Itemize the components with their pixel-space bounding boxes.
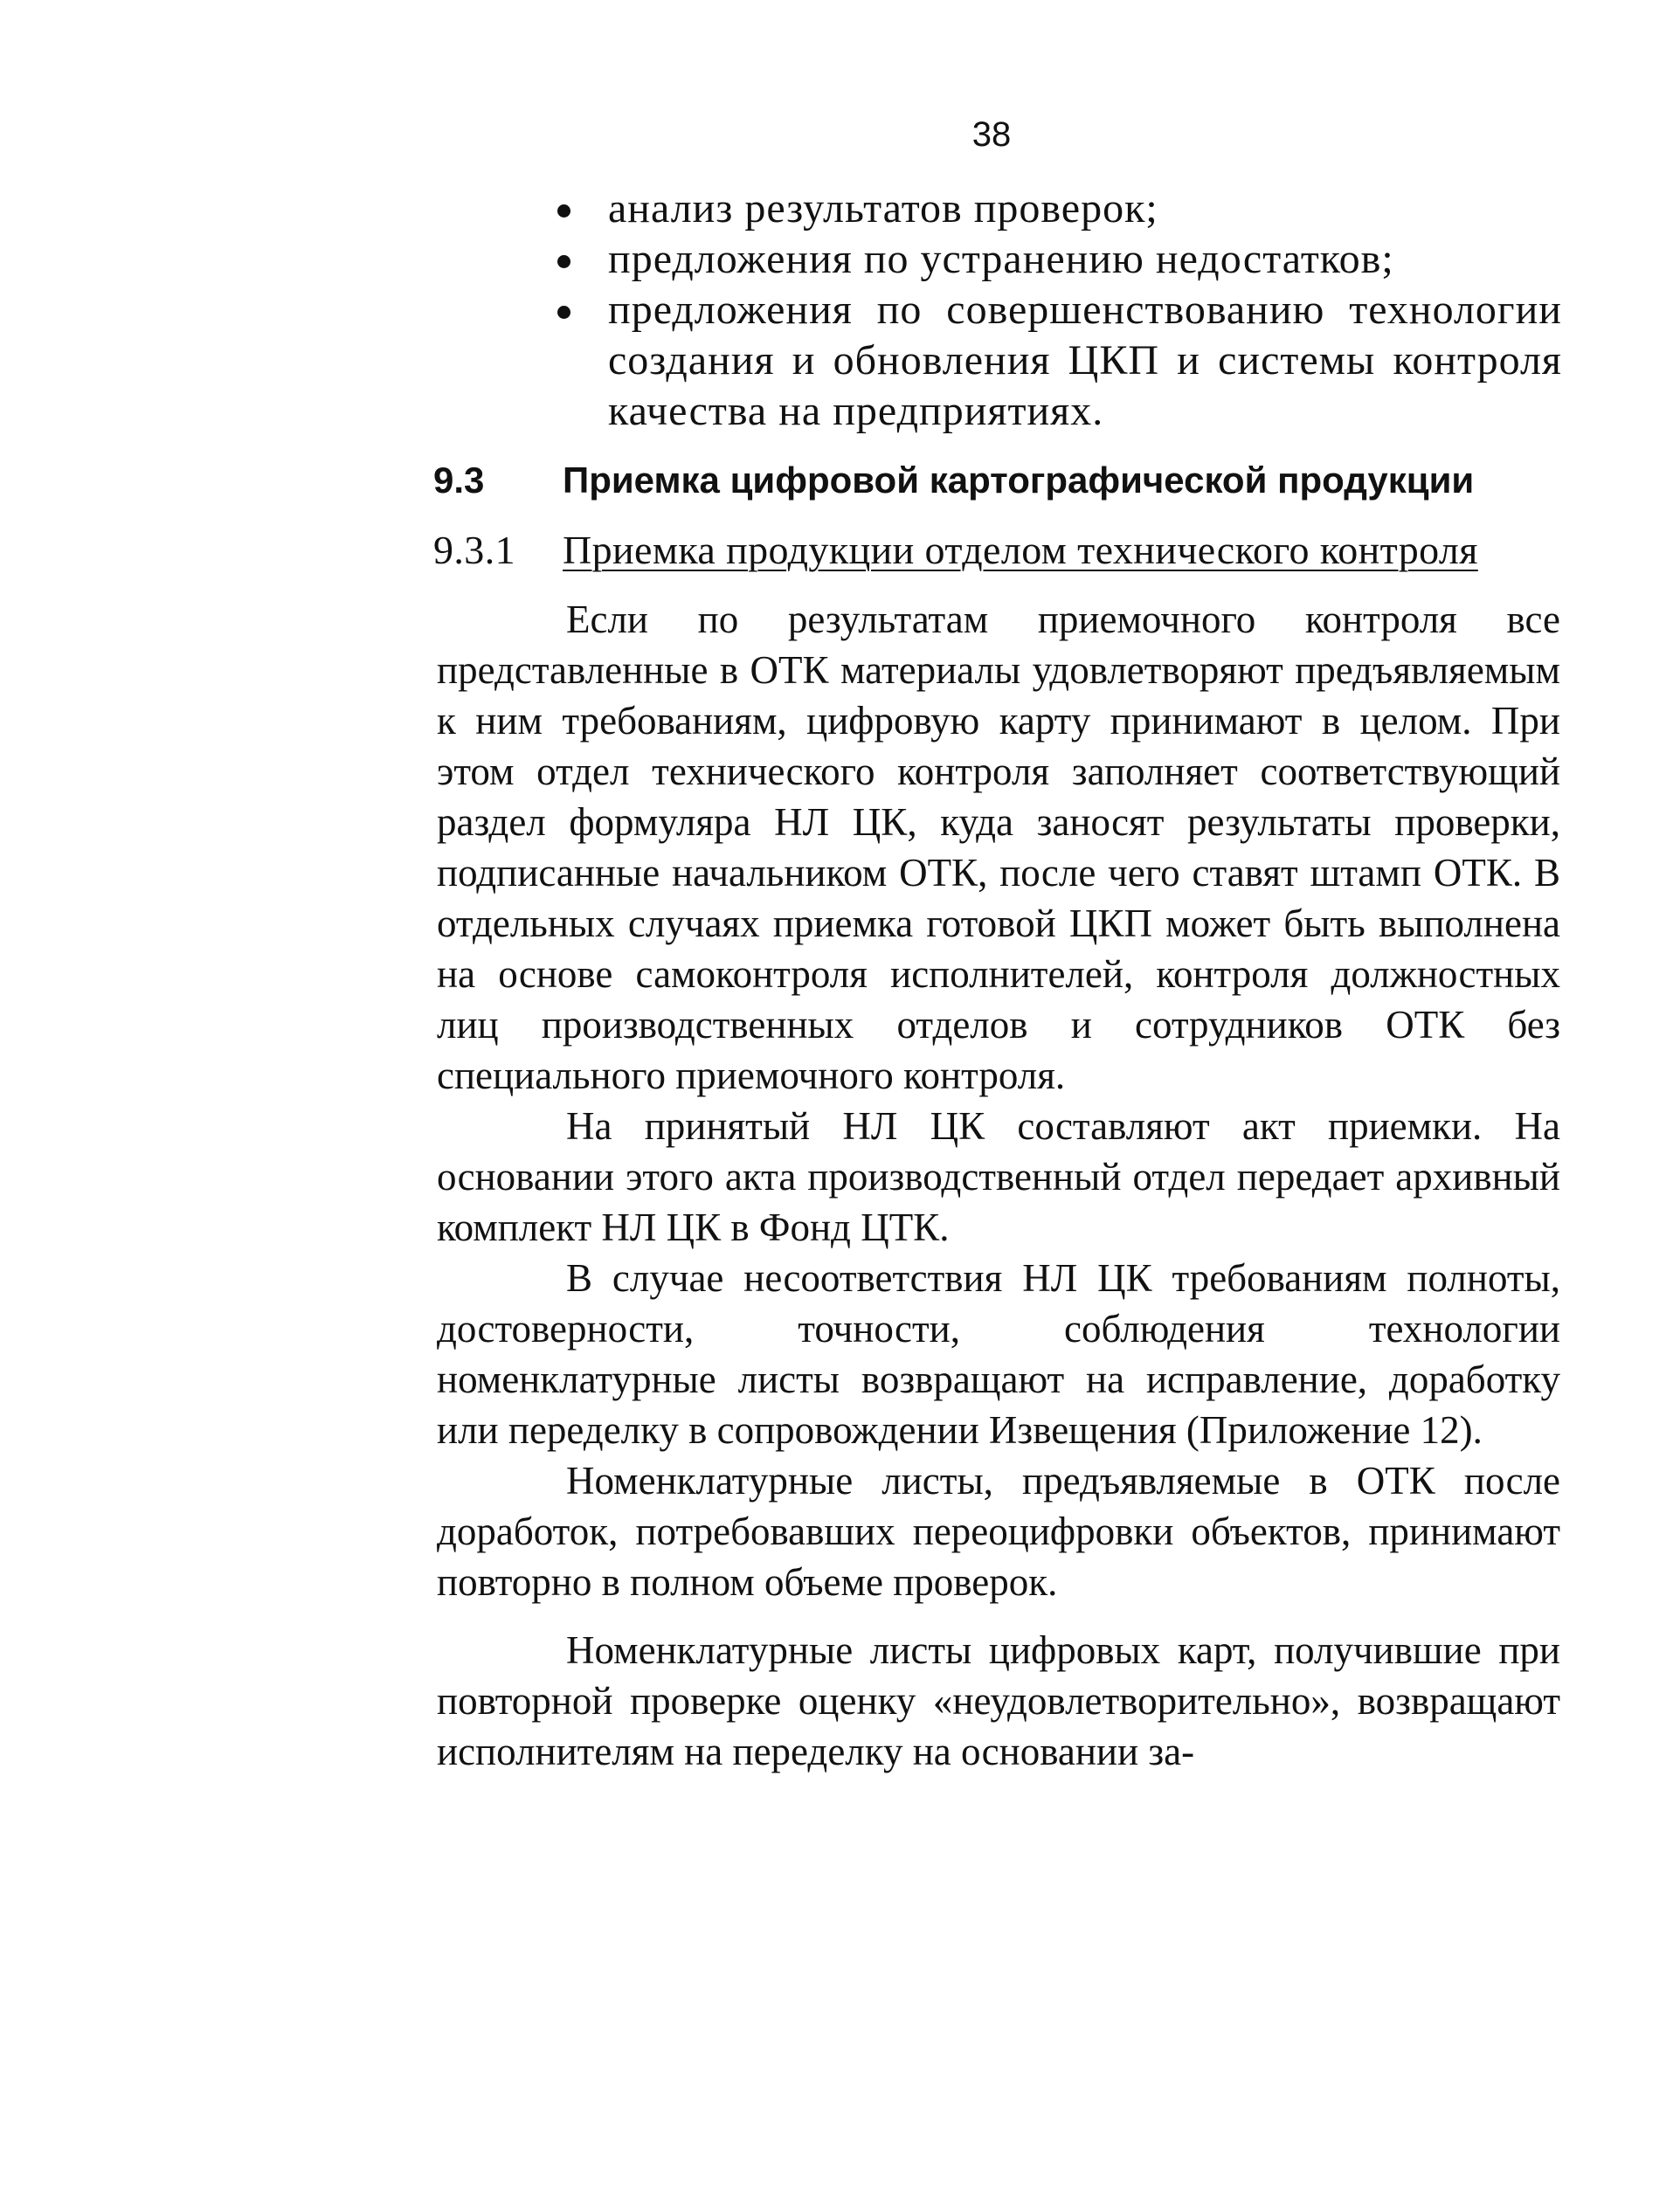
list-item-text: предложения по совершенствованию технологии создания и обновления ЦКП и системы контроля качества на предприятиях. xyxy=(608,287,1562,434)
paragraph: Номенклатурные листы цифровых карт, получившие при повторной проверке оценку «неудовлетворительно», возвращают исполнителям на переделку на основании за- xyxy=(437,1628,1560,1773)
bullet-list xyxy=(549,183,1562,437)
list-item xyxy=(549,234,1562,285)
paragraph: Номенклатурные листы, предъявляемые в ОТК после доработок, потребовавших переоцифровки объектов, принимают повторно в полном объеме проверок. xyxy=(437,1459,1560,1604)
subsection-heading xyxy=(433,524,1560,577)
bullet-icon xyxy=(557,204,570,218)
page-number: 38 xyxy=(971,115,1012,154)
paragraph: На принятый НЛ ЦК составляют акт приемки. На основании этого акта производственный отдел передает архивный комплект НЛ ЦК в Фонд ЦТК. xyxy=(437,1104,1560,1249)
section-number: 9.3 xyxy=(433,459,485,501)
list-item xyxy=(549,285,1562,437)
body-text xyxy=(437,594,1560,1777)
bullet-icon xyxy=(557,306,570,319)
list-item-text: предложения по устранению недостатков; xyxy=(608,236,1394,282)
subsection-number: 9.3.1 xyxy=(433,528,515,572)
bullet-icon xyxy=(557,255,570,268)
subsection-title: Приемка продукции отделом технического контроля xyxy=(563,528,1478,572)
list-item xyxy=(549,183,1562,234)
section-heading xyxy=(433,454,1560,507)
section-title: Приемка цифровой картографической продукции xyxy=(563,459,1475,501)
list-item-text: анализ результатов проверок; xyxy=(608,185,1158,231)
paragraph: Если по результатам приемочного контроля все представленные в ОТК материалы удовлетворяют предъявляемым к ним требованиям, цифровую карту принимают в целом. При этом отдел технического контроля заполняет соответствующий раздел формуляра НЛ ЦК, куда заносят результаты проверки, подписанные начальником ОТК, после чего ставят штамп ОТК. В отдельных случаях приемка готовой ЦКП может быть выполнена на основе самоконтроля исполнителей, контроля должностных лиц производственных отделов и сотрудников ОТК без специального приемочного контроля. xyxy=(437,598,1560,1097)
paragraph: В случае несоответствия НЛ ЦК требованиям полноты, достоверности, точности, соблюдения технологии номенклатурные листы возвращают на исправление, доработку или переделку в сопровождении Извещения (Приложение 12). xyxy=(437,1256,1560,1452)
